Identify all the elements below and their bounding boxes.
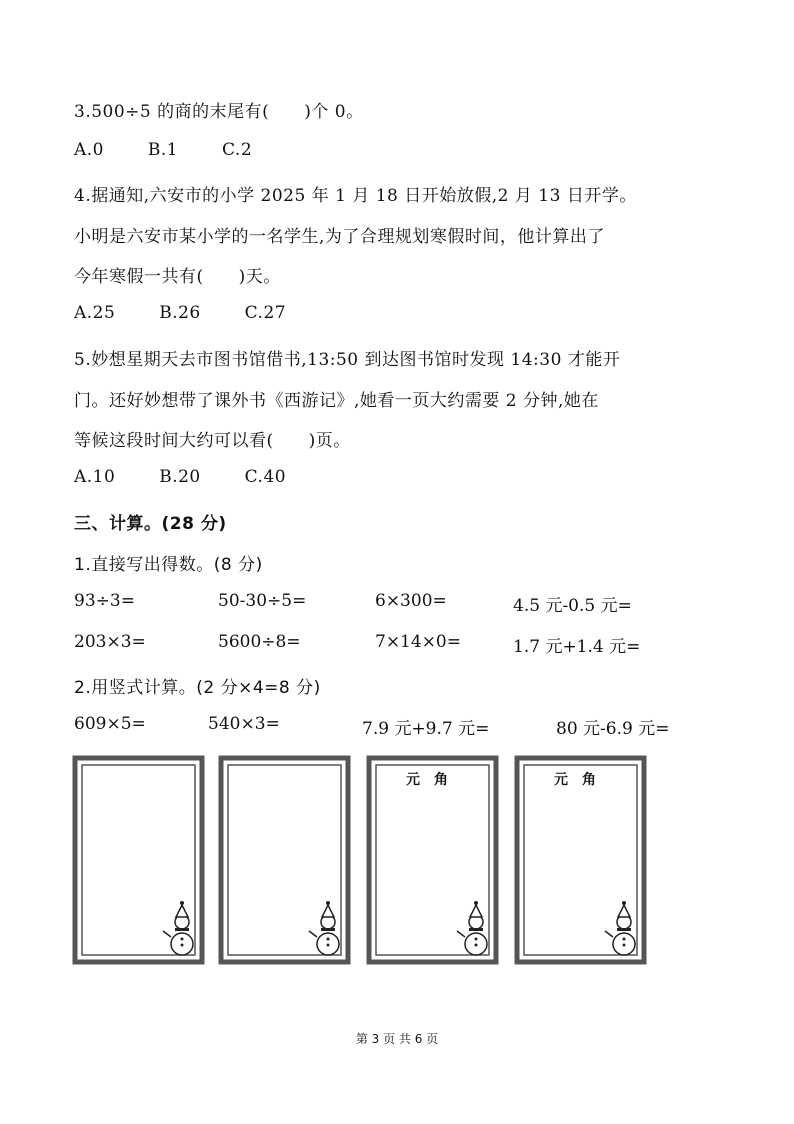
question-3: 3.500÷5 的商的末尾有( )个 0。 — [74, 102, 364, 122]
vertical-problem-4: 80 元-6.9 元= — [556, 719, 670, 739]
unit-labels: 元 角 — [406, 772, 448, 788]
question-5-line-1: 5.妙想星期天去市图书馆借书,13:50 到达图书馆时发现 14:30 才能开 — [74, 350, 621, 370]
option-c: C.40 — [244, 467, 287, 487]
vertical-problem-2: 540×3= — [208, 714, 280, 734]
unit-labels: 元 角 — [554, 772, 596, 788]
mental-math-2: 50-30÷5= — [218, 591, 307, 611]
answer-frame-2[interactable] — [218, 755, 351, 965]
option-c: C.2 — [222, 140, 253, 160]
page-footer: 第 3 页 共 6 页 — [355, 1032, 439, 1046]
option-c: C.27 — [244, 303, 287, 323]
option-b: B.20 — [159, 467, 201, 487]
question-4-line-3: 今年寒假一共有( )天。 — [74, 267, 281, 287]
answer-frame-3[interactable] — [366, 755, 499, 965]
question-4-options — [74, 303, 324, 323]
snowman-frame-icon — [72, 755, 205, 965]
mental-math-1: 93÷3= — [74, 591, 135, 611]
vertical-problem-1: 609×5= — [74, 714, 146, 734]
vertical-problem-3: 7.9 元+9.7 元= — [362, 719, 490, 739]
snowman-frame-icon — [218, 755, 351, 965]
option-b: B.26 — [159, 303, 201, 323]
question-3-options — [74, 140, 290, 160]
answer-frame-1[interactable] — [72, 755, 205, 965]
mental-math-8: 1.7 元+1.4 元= — [513, 637, 641, 657]
mental-math-4: 4.5 元-0.5 元= — [513, 596, 632, 616]
mental-math-3: 6×300= — [375, 591, 447, 611]
question-4-line-1: 4.据通知,六安市的小学 2025 年 1 月 18 日开始放假,2 月 13 日开学。 — [74, 186, 637, 206]
mental-math-6: 5600÷8= — [218, 632, 301, 652]
mental-math-7: 7×14×0= — [375, 632, 461, 652]
part-2-title: 2.用竖式计算。(2 分×4=8 分) — [74, 678, 321, 698]
option-a: A.0 — [74, 140, 104, 160]
option-a: A.25 — [74, 303, 116, 323]
answer-frame-4[interactable] — [514, 755, 647, 965]
question-5-options — [74, 467, 324, 487]
question-5-line-3: 等候这段时间大约可以看( )页。 — [74, 431, 351, 451]
question-5-line-2: 门。还好妙想带了课外书《西游记》,她看一页大约需要 2 分钟,她在 — [74, 391, 599, 411]
question-4-line-2: 小明是六安市某小学的一名学生,为了合理规划寒假时间，他计算出了 — [74, 227, 605, 247]
part-1-title: 1.直接写出得数。(8 分) — [74, 555, 263, 575]
option-a: A.10 — [74, 467, 116, 487]
option-b: B.1 — [147, 140, 179, 160]
mental-math-5: 203×3= — [74, 632, 146, 652]
section-3-title: 三、计算。(28 分) — [74, 514, 227, 534]
